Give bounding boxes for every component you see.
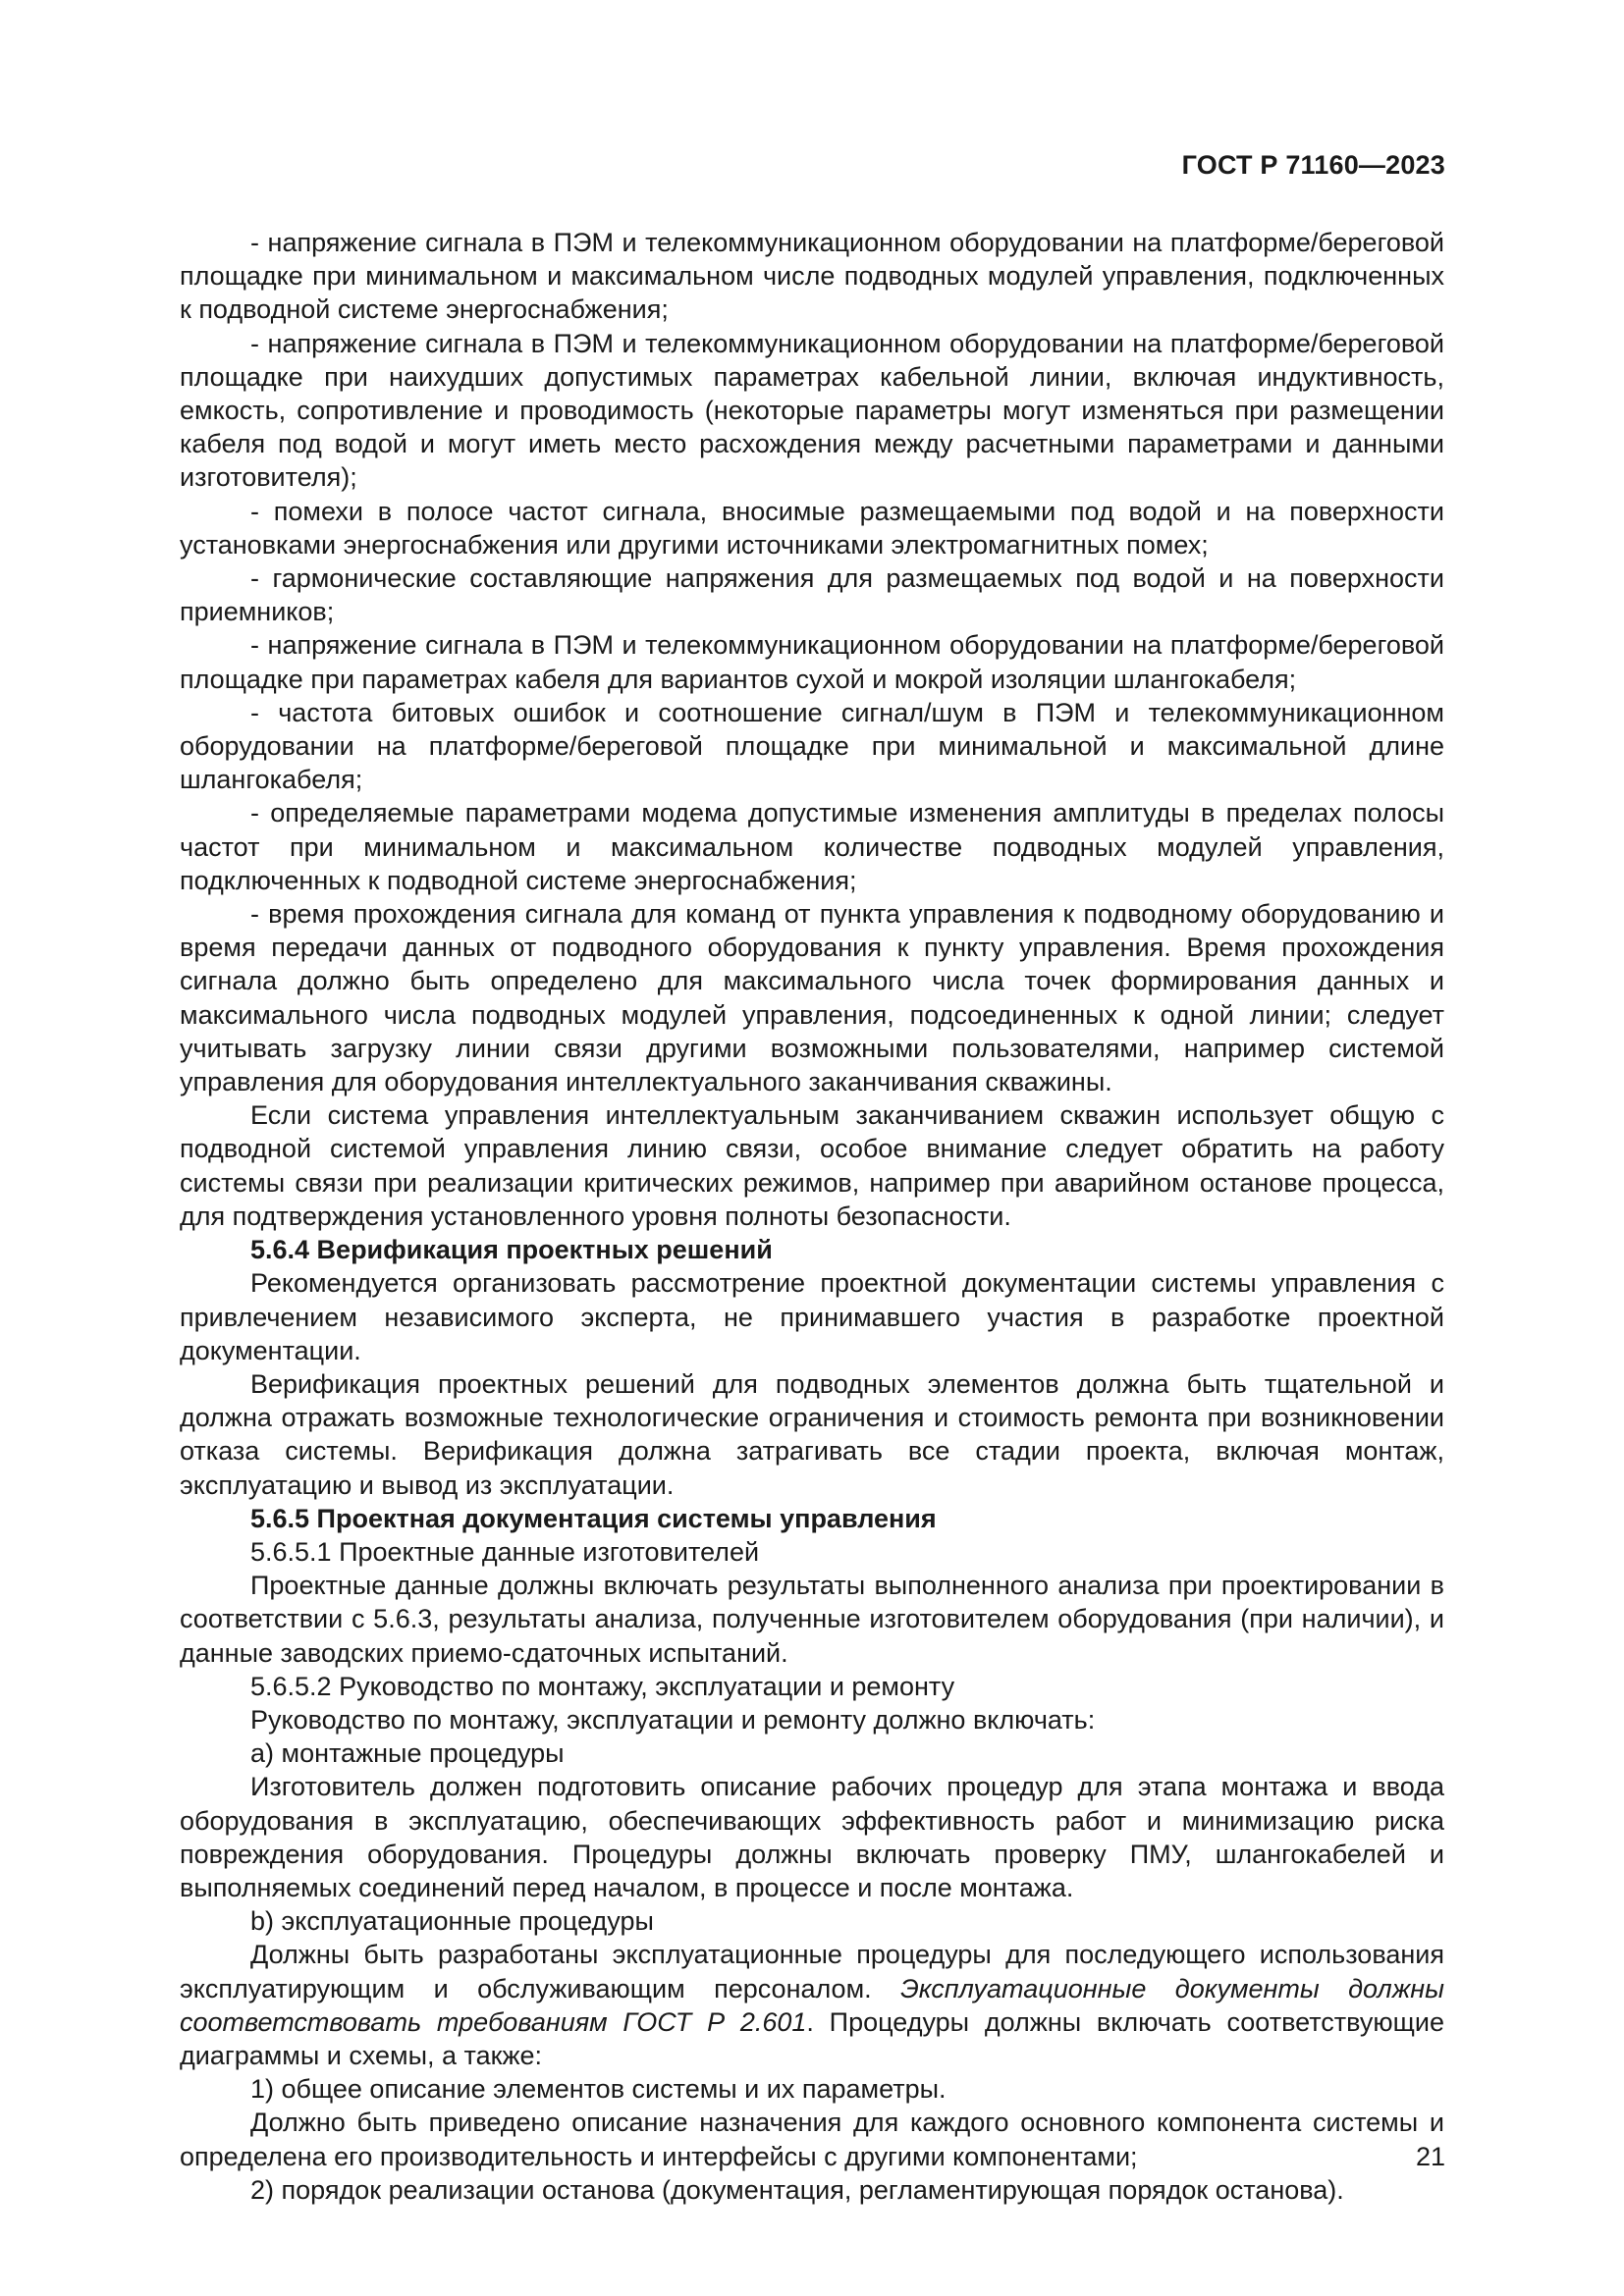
paragraph: Рекомендуется организовать рассмотрение проектной документации системы управления с привлечением независимого эксперта, не принимавшего участия в разработке проектной документации. [180, 1268, 1444, 1365]
paragraph: Должно быть приведено описание назначения для каждого основного компонента системы и определена его производительность и интерфейсы с другими компонентами; [180, 2108, 1444, 2171]
paragraph: - помехи в полосе частот сигнала, вносимые размещаемыми под водой и на поверхности установками энергоснабжения или другими источниками электромагнитных помех; [180, 496, 1444, 560]
paragraph [180, 1938, 1444, 2072]
paragraph: - напряжение сигнала в ПЭМ и телекоммуникационном оборудовании на платформе/береговой площадке при наихудших допустимых параметрах кабельной линии, включая индуктивность, емкость, сопротивление и проводимость (некоторые параметры могут изменяться при размещении кабеля под водой и могут иметь место расхождения между расчетными параметрами и данными изготовителя); [180, 328, 1444, 493]
paragraph: Проектные данные должны включать результаты выполненного анализа при проектировании в соответствии с 5.6.3, результаты анализа, полученные изготовителем оборудования (при наличии), и данные заводских приемо-сдаточных испытаний. [180, 1571, 1444, 1668]
paragraph: - частота битовых ошибок и соотношение сигнал/шум в ПЭМ и телекоммуникационном оборудовании на платформе/береговой площадке при минимальной и максимальной длине шлангокабеля; [180, 697, 1444, 795]
list-item: 2) порядок реализации останова (документация, регламентирующая порядок останова). [250, 2174, 1344, 2205]
text-run: . Процедуры должны включать соответствующие диаграммы и схемы, а также: [180, 2006, 1444, 2070]
document-header: ГОСТ Р 71160—2023 [1181, 150, 1445, 180]
section-heading: 5.6.4 Верификация проектных решений [250, 1235, 773, 1265]
paragraph: - определяемые параметрами модема допустимые изменения амплитуды в пределах полосы частот при минимальном и максимальном количестве подводных модулей управления, подключенных к подводной системе энергоснабжения; [180, 798, 1444, 895]
paragraph: - напряжение сигнала в ПЭМ и телекоммуникационном оборудовании на платформе/береговой площадке при параметрах кабеля для вариантов сухой и мокрой изоляции шлангокабеля; [180, 630, 1444, 694]
paragraph: - напряжение сигнала в ПЭМ и телекоммуникационном оборудовании на платформе/береговой площадке при минимальном и максимальном числе подводных модулей управления, подключенных к подводной системе энергоснабжения; [180, 228, 1444, 325]
subsection-title: 5.6.5.2 Руководство по монтажу, эксплуатации и ремонту [250, 1671, 955, 1701]
paragraph: Изготовитель должен подготовить описание рабочих процедур для этапа монтажа и ввода оборудования в эксплуатацию, обеспечивающих эффективность работ и минимизацию риска повреждения оборудования. Процедуры должны включать проверку ПМУ, шлангокабелей и выполняемых соединений перед началом, в процессе и после монтажа. [180, 1772, 1444, 1902]
list-item: b) эксплуатационные процедуры [250, 1906, 654, 1937]
italic-text-run: Эксплуатационные документы должны соответствовать требованиям ГОСТ Р 2.601 [180, 1973, 1445, 2037]
list-item: а) монтажные процедуры [250, 1738, 565, 1769]
section-heading: 5.6.5 Проектная документация системы управления [250, 1503, 937, 1533]
page-number: 21 [1415, 2142, 1445, 2171]
text-run: Должны быть разработаны эксплуатационные процедуры для последующего использования эксплуатирующим и обслуживающим персоналом. [180, 1940, 1444, 2003]
paragraph: Руководство по монтажу, эксплуатации и ремонту должно включать: [250, 1704, 1096, 1735]
paragraph: Если система управления интеллектуальным заканчиванием скважин использует общую с подводной системой управления линию связи, особое внимание следует обратить на работу системы связи при реализации критических режимов, например при аварийном останове процесса, для подтверждения установленного уровня полноты безопасности. [180, 1100, 1444, 1231]
list-item: 1) общее описание элементов системы и их параметры. [250, 2074, 947, 2105]
paragraph: Верификация проектных решений для подводных элементов должна быть тщательной и должна отражать возможные технологические ограничения и стоимость ремонта при возникновении отказа системы. Верификация должна затрагивать все стадии проекта, включая монтаж, эксплуатацию и вывод из эксплуатации. [180, 1368, 1444, 1500]
document-body [180, 226, 1444, 2207]
paragraph: - время прохождения сигнала для команд от пункта управления к подводному оборудованию и время передачи данных от подводного оборудования к пункту управления. Время прохождения сигнала должно быть определено для максимального числа точек формирования данных и максимального числа подводных модулей управления, подсоединенных к одной линии; следует учитывать загрузку линии связи другими возможными пользователями, например системой управления для оборудования интеллектуального заканчивания скважины. [180, 899, 1444, 1097]
paragraph: - гармонические составляющие напряжения для размещаемых под водой и на поверхности приемников; [180, 563, 1444, 627]
subsection-title: 5.6.5.1 Проектные данные изготовителей [250, 1536, 760, 1567]
